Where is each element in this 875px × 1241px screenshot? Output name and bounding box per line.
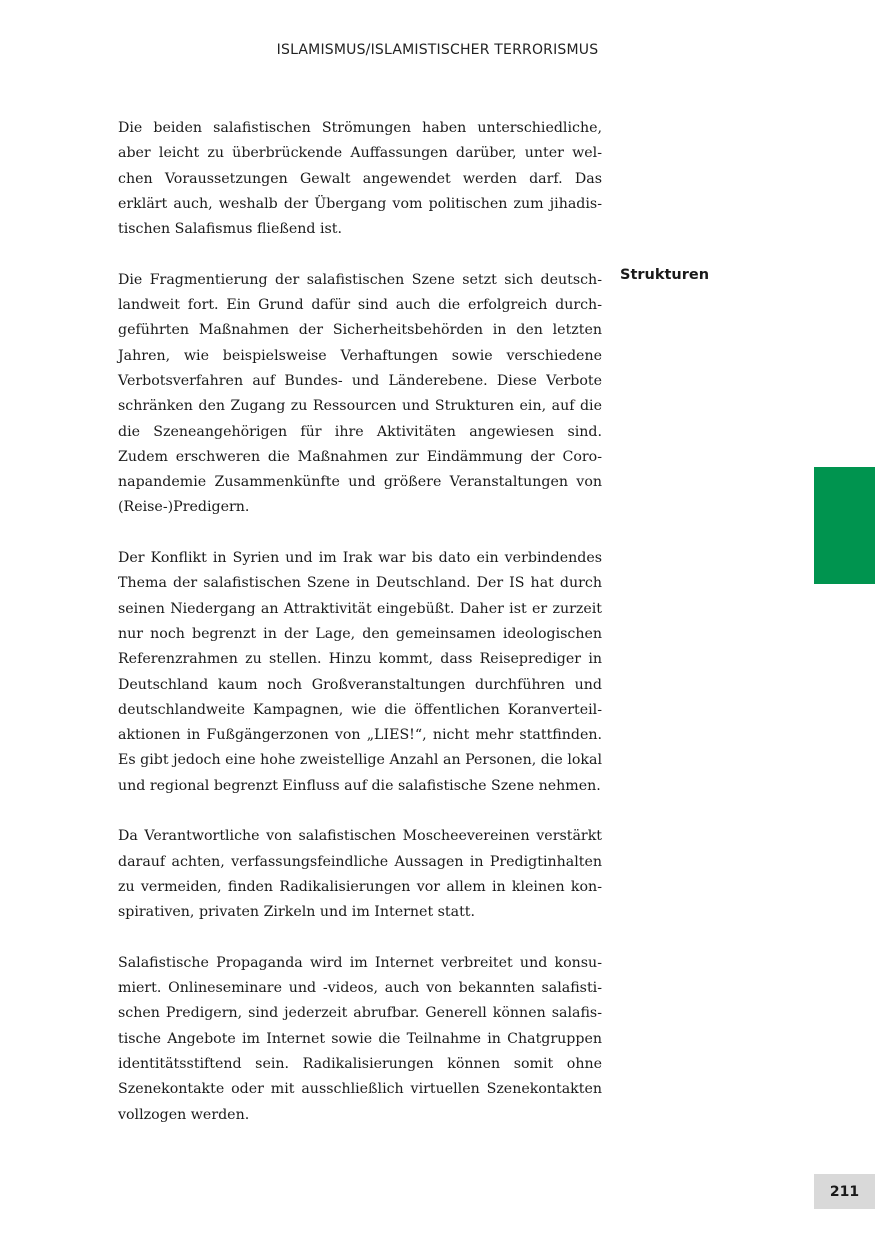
paragraph-5: Salafistische Propaganda wird im Internet verbreitet und konsumiert. Onlineseminare und -videos, auch von bekannten salafistischen Predigern, sind jederzeit abrufbar. Generell können salafistische Angebote im Internet sowie die Teilnahme in Chatgruppen identitätsstiftend sein. Radikalisierungen können somit ohne Szenekontakte oder mit ausschließlich virtuellen Szenekontakten vollzogen werden. — [118, 954, 602, 1123]
running-header: ISLAMISMUS/ISLAMISTISCHER TERRORISMUS — [276, 42, 599, 58]
paragraph-4: Da Verantwortliche von salafistischen Moscheevereinen verstärkt darauf achten, verfassungsfeindliche Aussagen in Predigtinhalten zu vermeiden, finden Radikalisierungen vor allem in kleinen konspirativen, privaten Zirkeln und im Internet statt. — [118, 828, 602, 921]
chapter-tab-marker — [814, 467, 875, 584]
margin-heading-strukturen: Strukturen — [620, 267, 710, 283]
page-number: 211 — [814, 1174, 875, 1209]
paragraph-1: Die beiden salafistischen Strömungen haben unterschiedliche, aber leicht zu überbrückende Auffassungen darüber, unter welchen Voraussetzungen Gewalt angewendet werden darf. Das erklärt auch, weshalb der Übergang vom politischen zum jihadistischen Salafismus fließend ist. — [118, 120, 602, 238]
paragraph-3: Der Konflikt in Syrien und im Irak war bis dato ein verbindendes Thema der salafistischen Szene in Deutschland. Der IS hat durch seinen Niedergang an Attraktivität eingebüßt. Daher ist er zurzeit nur noch begrenzt in der Lage, den gemeinsamen ideologischen Referenzrahmen zu stellen. Hinzu kommt, dass Reiseprediger in Deutschland kaum noch Großveranstaltungen durchführen und deutschlandweite Kampagnen, wie die öffentlichen Koranverteilaktionen in Fußgängerzonen von „LIES!“, nicht mehr stattfinden. Es gibt jedoch eine hohe zweistellige Anzahl an Personen, die lokal und regional begrenzt Einfluss auf die salafistische Szene nehmen. — [118, 550, 602, 794]
body-text — [118, 116, 602, 1128]
paragraph-2: Die Fragmentierung der salafistischen Szene setzt sich deutschlandweit fort. Ein Grund dafür sind auch die erfolgreich durchgeführten Maßnahmen der Sicherheitsbehörden in den letzten Jahren, wie beispielsweise Verhaftungen sowie verschiedene Verbotsverfahren auf Bundes- und Länderebene. Diese Verbote schränken den Zugang zu Ressourcen und Strukturen ein, auf die die Szeneangehörigen für ihre Aktivitäten angewiesen sind. Zudem erschweren die Maßnahmen zur Eindämmung der Coronapandemie Zusammenkünfte und größere Veranstaltungen von (Reise-)Predigern. — [118, 271, 602, 516]
